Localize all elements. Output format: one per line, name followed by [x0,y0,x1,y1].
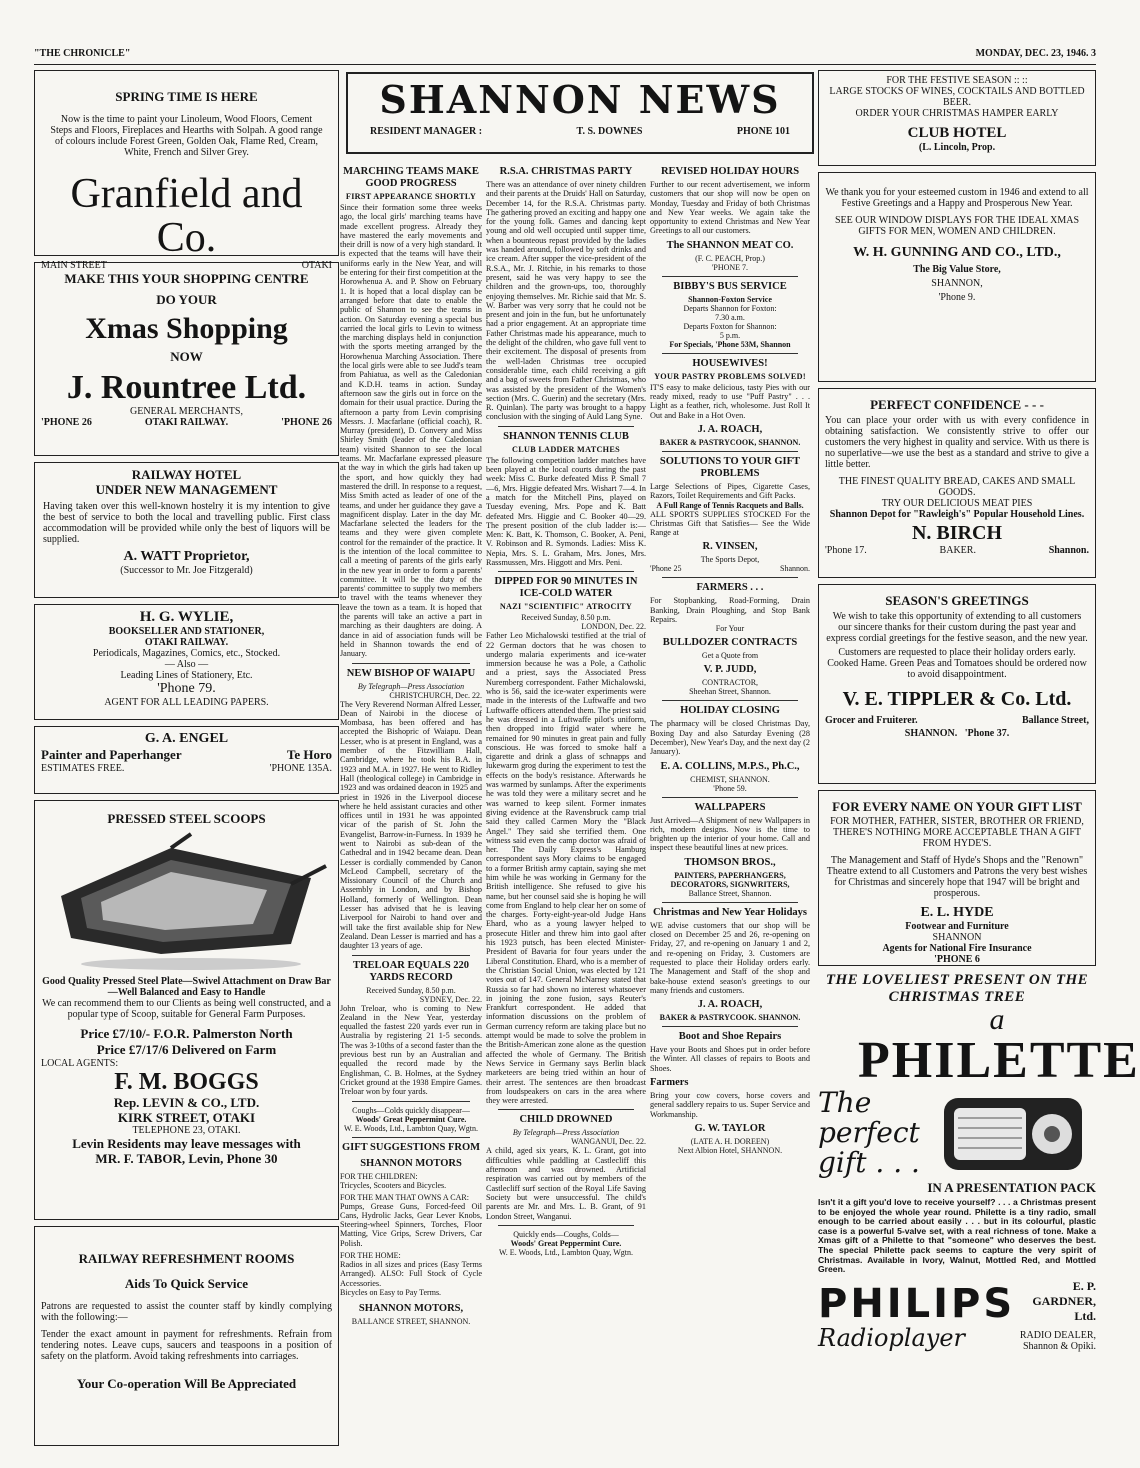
ad-name: J. Rountree Ltd. [66,369,307,406]
ad-body: For Stopbanking, Road-Forming, Drain Banking, Drain Ploughing, and Stop Bank Repairs. [650,596,810,625]
ad-line: Grocer and Fruiterer. [825,715,918,726]
ad-name: R. VINSEN, [702,541,758,553]
ad-phone: 'Phone 79. [157,681,216,696]
ad-line: THE FINEST QUALITY BREAD, CAKES AND SMALL GOODS. [838,476,1076,498]
ad-line: Shannon-Foxton Service [688,294,772,304]
ad-line: PAINTERS, PAPERHANGERS, DECORATORS, SIGNWRITERS, [670,870,790,889]
gift-section: FOR THE CHILDREN: [340,1171,418,1181]
ad-line: TELEPHONE 23, OTAKI. [132,1125,241,1136]
ad-price: Price £7/17/6 Delivered on Farm [96,1042,277,1057]
ad-town: Shannon. [1048,545,1089,556]
ad-heading: HOUSEWIVES! [692,357,768,369]
page-date: MONDAY, DEC. 23, 1946. 3 [975,48,1096,59]
article-heading: NEW BISHOP OF WAIAPU [346,667,476,679]
divider [662,276,798,277]
ad-heading: WALLPAPERS [694,801,766,813]
ad-phone: 'PHONE 135A. [269,763,332,774]
ad-line: Rep. LEVIN & CO., LTD. [113,1095,260,1110]
ad-body: Having taken over this well-known hostelry it is my intention to give the best of service to both the local and travelling public. First class accommodation will be provided while only the best of liquors will be supplied. [43,501,330,545]
ad-body: Now is the time to paint your Linoleum, Wood Floors, Cement Steps and Floors, Fireplaces and Hearths with Solpah. A good range of colours include Forest Green, Golden Oak, Flame Red, Cream, White, French and Silver Grey. [50,114,323,158]
column-4 [650,162,810,1462]
engel-ad [34,726,339,794]
divider [352,663,470,664]
newspaper-name: "THE CHRONICLE" [34,48,131,59]
ad-heading: FOR EVERY NAME ON YOUR GIFT LIST [832,799,1082,814]
ad-line: KIRK STREET, OTAKI [117,1110,256,1125]
ad-name: J. A. ROACH, [697,999,763,1011]
ad-name: N. BIRCH [911,522,1002,544]
woods-ad-line: Woods' Great Peppermint Cure. [510,1238,622,1248]
scoop-illustration [41,826,331,976]
ad-sub: YOUR PASTRY PROBLEMS SOLVED! [654,371,806,381]
ad-line: Painter and Paperhanger [41,747,182,762]
ad-tagline: The perfect gift . . . [818,1086,920,1179]
column-3 [486,162,646,1462]
divider [498,1109,634,1110]
ad-line: Departs Foxton for Shannon: [683,321,777,331]
ad-body: Patrons are requested to assist the counter staff by kindly complying with the following:— [41,1301,332,1323]
article-received: Received Sunday, 8.50 p.m. [521,613,611,623]
ad-sub: BAKER & PASTRYCOOK. SHANNON. [659,1013,801,1023]
ad-line: Sheehan Street, Shannon. [689,687,771,697]
article-heading: SHANNON TENNIS CLUB [503,430,629,442]
masthead-manager: T. S. DOWNES [576,126,643,137]
ad-line: BOOKSELLER AND STATIONER, [108,626,265,637]
radio-illustration [938,1088,1088,1178]
ad-body: Good Quality Pressed Steel Plate—Swivel Attachment on Draw Bar—Well Balanced and Easy to Handle [42,976,331,998]
ad-body: Bring your cow covers, horse covers and general saddlery repairs to us. Super Service and Workmanship. [650,1090,810,1119]
club-hotel-ad [818,70,1096,166]
ad-heading: BIBBY'S BUS SERVICE [673,280,787,292]
ad-line: Shannon & Opiki. [1022,1340,1096,1352]
ad-phone: 'PHONE 6 [934,954,980,965]
ad-phone: 'Phone 17. [825,545,867,556]
article-heading: GIFT SUGGESTIONS FROM [341,1141,481,1153]
gift-items: Radios in all sizes and prices (Easy Terms Arranged). ALSO: Full Stock of Cycle Accessories. [340,1260,482,1288]
ad-body: Tender the exact amount in payment for refreshments. Refrain from tendering notes. Leave cups, saucers and teaspoons in a position of safety on the platform. Avoid taking refreshments into carriages. [41,1329,332,1362]
ad-address: Ballance Street, Shannon. [688,888,772,898]
granfield-ad [34,70,339,271]
ad-title: UNDER NEW MANAGEMENT [95,482,278,497]
ad-line: — Also — [164,659,209,670]
divider [662,700,798,701]
article-body: John Treloar, who is coming to New Zealand in the New Year, yesterday equalled the fastest 220 yards ever run in Australia by registering 21 1-5 seconds. The was 3-10ths of a second faster than the previous best run by an Australian and equalled the record made by the Englishman, C. B. Holmes, at the Sydney Cricket ground at the 1938 Empire Games. Treloar won by four yards. [340,1003,482,1097]
ad-body: SEE OUR WINDOW DISPLAYS FOR THE IDEAL XMAS GIFTS FOR MEN, WOMEN AND CHILDREN. [835,215,1079,237]
ad-name: F. M. BOGGS [114,1069,259,1095]
radioplayer-logo: Radioplayer [818,1323,965,1352]
ad-phone: 'Phone 25 [650,564,682,574]
ad-body: We thank you for your esteemed custom in 1946 and extend to all Festive Greetings and a Happy and Prosperous New Year. [825,187,1089,209]
ad-line: Agents for National Fire Insurance [882,943,1032,954]
ad-title: RAILWAY HOTEL [131,467,242,482]
divider [352,955,470,956]
ad-line: MAKE THIS YOUR SHOPPING CENTRE [64,271,309,286]
ad-sub: (Successor to Mr. Joe Fitzgerald) [120,565,253,576]
ad-line: Periodicals, Magazines, Comics, etc., Stocked. [92,648,281,659]
article-heading: TRELOAR EQUALS 220 YARDS RECORD [352,959,470,983]
ad-line: Leading Lines of Stationery, Etc. [120,670,253,681]
article-heading: CHILD DROWNED [519,1114,613,1126]
ad-name: E. A. COLLINS, M.P.S., Ph.C., [660,760,800,772]
ad-body: The Management and Staff of Hyde's Shops and the "Renown" Theatre extend to all Customers and Patrons the very best wishes for Christmas and sincerely hope that 1947 will be bright and prosperous. [826,855,1088,899]
scoops-ad [34,800,339,1220]
ad-body: The pharmacy will be closed Christmas Day, Boxing Day and also Saturday Evening (28 December), New Year's Day, and the next day (2 January). [650,719,810,757]
ad-article: a [989,1003,1005,1036]
article-byline: By Telegraph—Press Association [357,681,465,691]
divider [662,577,798,578]
ad-name: G. W. TAYLOR [694,1122,766,1134]
ad-brand-name: PHILETTE [858,1032,1140,1089]
ad-body: Have your Boots and Shoes put in order before the Winter. All classes of repairs to Boots and Shoes. [650,1045,810,1073]
article-body: Father Leo Michalowski testified at the trial of 22 German doctors that he was chosen to undergo malaria experiments and ice-water immersion because he was a Pole, a Catholic and a priest, says the Associated Press Nuremberg correspondent. Father Michalowski, who is 56, said the ice-water experiments were made in the interests of the Luftwaffe and two Luftwaffe officers attended them. The priest said he was dressed in a Luftwaffe pilot's uniform, then dropped into frigid water where he remained for 90 minutes in great pain and fully conscious. He was forced to smoke half a cigarette and drink a glass of schnapps and lukewarm grog during the experiment to test the effects on the body's resistance. Afterwards he was warmed by sunlamps. After the experiments he was told they were a military secret and he was warned to keep silent. Former inmates giving evidence at the Ravensbruck camp trial said they called Carmen Mory the "Black Angel." They said she terrified them. One witness said even the camp doctor was afraid of her. The Daily Express's Hamburg correspondent says Mory claims to be engaged to a former British army captain, saying she met him while he was working in Germany for the British intelligence. She refused to give his name, but her counsel said she is hoping he will come from England to help clear her on some of the charges. Forty-eight-year-old Judge Hans Ehard, who as a young lawyer helped to prosecute Hitler and threw him into gaol after his 1923 putsch, has been elected Minister-President of Bavaria for four years under the Liberal Constitution. Ehard, who is a member of the Christian Social Union, was elected by 121 votes out of 147. General McNarney stated that Russia so far had shown no interest whatsoever in joining the zone fusion, says Reuter's Frankfurt correspondent. He added that information discussions on the problem of German currency reform are taking place but no attempt would be made to solve the problem in the British-American zone alone as the question affected the whole of Germany. The British News Service in Germany says Berlin black marketeers are being tried within an hour of their arrest. The sentences are then broadcast from loudspeakers on cars in the area where they were arrested. [486,631,646,1106]
ad-sub: The Sports Depot, [700,555,760,565]
article-body: There was an attendance of over ninety children and their parents at the Druids' Hall on Saturday, December 14, for the R.S.A. Christmas party. The gathering proved an exciting and happy one for the young folk. Games and dancing kept young and old well occupied until supper time, when a bounteous repast provided by the ladies was handed around, followed by soft drinks and ice cream. After supper the vice-president of the R.S.A., Mr. J. Ritchie, in his remarks to those present, said he was very happy to see the children and the grown-ups, too, thoroughly enjoying themselves. Mr. Richie said that Mr. S. W. Barber was very sorry that he could not be present and join in the fun, but he unfortunately had a prior engagement. At an appropriate time Father Christmas made his appearance, much to the delight of the children, who gave full vent to their excitement. The disposal of presents from the well-laden Christmas tree occupied considerable time, each child receiving a gift and a bag of sweets from Father Christmas, who was assisted by the president of the Women's section (Mrs. C. Guerin) and the secretary (Mrs. R. Quinlan). The party was brought to a happy conclusion with the singing of Auld Lang Syne. [486,180,646,422]
ad-line: 7.30 a.m. [715,312,745,322]
ad-name: E. L. HYDE [920,905,994,920]
ad-line: CHEMIST, SHANNON. [690,774,770,784]
ad-arc-text: THE LOVELIEST PRESENT ON THE CHRISTMAS TREE [825,972,1089,1005]
ad-dealer: E. P. GARDNER, Ltd. [1032,1278,1096,1323]
ad-line: Departs Shannon for Foxton: [683,303,777,313]
ad-town: OTAKI [301,260,332,271]
divider [352,1137,470,1138]
ad-body: Customers are requested to place their holiday orders early. Cooked Hame. Green Peas and Tomatoes should be ordered now to avoid disappointment. [827,647,1087,680]
ad-sub: FOR MOTHER, FATHER, SISTER, BROTHER OR FRIEND, THERE'S NOTHING MORE ACCEPTABLE THAN A GIFT FROM HYDE'S. [830,816,1084,849]
gift-section: FOR THE HOME: [340,1251,401,1261]
hyde-ad [818,790,1096,966]
ad-name: BULLDOZER CONTRACTS [662,637,798,649]
divider [662,902,798,903]
ad-phone: 'PHONE 26 [281,417,332,428]
divider [498,571,634,572]
ad-title: Your Co-operation Will Be Appreciated [76,1376,297,1391]
ad-line: Get a Quote from [701,651,759,661]
ad-line: OTAKI RAILWAY. [144,637,229,648]
ad-name: Granfield and Co. [70,171,303,261]
ad-title: RAILWAY REFRESHMENT ROOMS [78,1251,295,1266]
ad-line: 5 p.m. [719,330,741,340]
masthead [346,72,814,154]
ad-line: Levin Residents may leave messages with [72,1136,301,1151]
article-dateline: WANGANUI, Dec. 22. [571,1137,646,1147]
woods-ad-line: Quickly ends—Coughs, Colds— [513,1229,619,1239]
masthead-phone: PHONE 101 [736,126,790,137]
ad-heading: Christmas and New Year Holidays [652,906,807,918]
ad-line: SHANNON [932,932,982,943]
article-subheading: NAZI "SCIENTIFIC" ATROCITY [499,602,633,612]
ad-line: For Specials, 'Phone 53M, Shannon [669,339,791,349]
ad-phone: 'Phone 37. [964,728,1010,739]
ad-line: Footwear and Furniture [905,921,1009,932]
ad-line: LARGE STOCKS OF WINES, COCKTAILS AND BOTTLED BEER. [829,86,1085,108]
ad-body: Large Selections of Pipes, Cigarette Cases, Razors, Toilet Requirements and Gift Packs. [650,481,810,501]
ad-line: Shannon Depot for "Rawleigh's" Popular Household Lines. [829,509,1085,520]
divider [662,451,798,452]
ad-line: AGENT FOR ALL LEADING PAPERS. [104,697,269,708]
ad-headline: Xmas Shopping [85,312,288,345]
ad-heading: SOLUTIONS TO YOUR GIFT PROBLEMS [659,455,801,479]
ad-town: SHANNON. [904,728,958,739]
divider [662,797,798,798]
article-dateline: LONDON, Dec. 22. [581,622,646,632]
ad-sub: The Big Value Store, [913,264,1001,275]
ad-title: PRESSED STEEL SCOOPS [107,811,266,826]
masthead-left: RESIDENT MANAGER : [370,126,483,137]
ad-phone: 'Phone 9. [938,292,976,303]
divider [498,1225,634,1226]
wylie-ad [34,604,339,720]
gift-items: Tricycles, Scooters and Bicycles. [340,1180,447,1190]
article-heading: SHANNON MOTORS [360,1157,462,1169]
woods-ad-line: W. E. Woods, Ltd., Lambton Quay, Wgtn. [498,1247,633,1257]
ad-address: Ballance Street, [1021,715,1089,726]
ad-phone: 'PHONE 7. [711,262,749,272]
ad-body: A Full Range of Tennis Racquets and Balls. [656,500,804,510]
ad-line: DO YOUR [156,292,217,307]
ad-address: Next Albion Hotel, SHANNON. [677,1145,783,1155]
ad-sub: (F. C. PEACH, Prop.) [695,253,765,263]
ad-heading: Boot and Shoe Repairs [678,1031,782,1043]
ad-line: LOCAL AGENTS: [41,1058,119,1069]
ad-line: NOW [170,349,203,364]
ad-town: Te Horo [286,747,332,762]
column-2 [340,162,482,1462]
railway-hotel-ad [34,462,339,598]
ad-heading: REVISED HOLIDAY HOURS [660,166,800,177]
ad-heading: SEASON'S GREETINGS [885,593,1029,608]
ad-heading: FARMERS . . . [696,582,764,594]
article-heading: MARCHING TEAMS MAKE GOOD PROGRESS [343,166,479,189]
header-rule [34,64,1096,65]
birch-ad [818,388,1096,578]
ad-body: ALL SPORTS SUPPLIES STOCKED For the Christmas Gift that Satisfies— See the Wide Range at [650,509,810,538]
ad-body: WE advise customers that our shop will be closed on December 25 and 26, re-opening on Friday, 27, and re-opening on January 1 and 2, and re-opening on Friday, 3. Customers are requested to place their Holiday orders early. The Management and Staff of the shop and bake-house extend season's greetings to our many friends and customers. [650,920,810,995]
ad-sub: (L. Lincoln, Prop. [918,142,996,153]
ad-line: ORDER YOUR CHRISTMAS HAMPER EARLY [855,108,1059,119]
philette-ad [818,972,1140,1352]
woods-ad-line: Woods' Great Peppermint Cure. [355,1114,467,1124]
ad-name: V. P. JUDD, [703,664,757,676]
ad-name: The SHANNON MEAT CO. [666,239,794,251]
ad-town: Shannon. [780,564,810,574]
ad-line: For Your [715,624,745,634]
ad-title: SPRING TIME IS HERE [115,89,258,104]
ad-body: We can recommend them to our Clients as being well constructed, and a popular type of Scoop, suitable for General Farm Purposes. [42,998,331,1020]
gift-items: Pumps, Grease Guns, Forced-feed Oil Cans, Hydrolic Jacks, Gear Lever Knobs, Steering-wheel Spinners, Torches, Floor Matting, Vice Grips, Screw Drivers, Car Polish. [340,1201,482,1248]
ad-line: MR. F. TABOR, Levin, Phone 30 [95,1151,278,1166]
ad-line: FOR THE FESTIVE SEASON :: :: [886,75,1028,86]
ad-name: CLUB HOTEL [907,125,1007,141]
ad-body: Just Arrived—A Shipment of new Wallpapers in rich, modern designs. Now is the time to brighten up the interior of your home. Call and inspect these beautiful lines at new prices. [650,815,810,853]
article-dateline: SYDNEY, Dec. 22. [419,994,482,1004]
article-body: The following competition ladder matches have been played at the local courts during the past week: Miss C. Burke defeated Miss P. Small 7—6, Mrs. Higgie defeated Mrs. Wishart 7—4. In a match for the Mitchell Pins, played on Tuesday evening, Mrs. Pope and K. Batt defeated Mrs. Higgie and C. Booker 40—29. The present position of the club ladder is:—Men: K. Batt, K. Thomson, C. Booker, A. Peni, V. Robinson and R. Symonds. Ladies: Miss K. Nepia, Mrs. S. L. Graham, Mrs. Jones, Mrs. Rassmussen, Mrs. Higgott and Mrs. Peni. [486,455,646,567]
ad-sub: (LATE A. H. DOREEN) [690,1136,770,1146]
ad-phone: 'Phone 59. [713,783,747,793]
ad-body: Isn't it a gift you'd love to receive yourself? . . . a Christmas present to be enjoyed the whole year round. Philette is a tiny radio, small enough to be carried about easily . . . but in its colourful, plastic case is a powerful 5-valve set, with a real richness of tone. Make a Xmas gift of a Philette to that "someone" who deserves the best. The special Philette pack seems to capture the very spirit of Christmas. Available in Ivory, Walnut, Mottled Red, and Mottled Green. [818,1197,1096,1275]
ad-name: A. WATT Proprietor, [123,549,250,564]
ad-phone: 'PHONE 26 [41,417,92,428]
article-body: A child, aged six years, K. L. Grant, got into difficulties while paddling at Castlecliff this afternoon and was drowned. Artificial respiration was carried out by members of the Castlecliff surf section of the Royal Life Saving Society but were unsuccessful. The child's parents are Mr. and Mrs. L. B. Grant, of 91 London Street, Wanganui. [486,1146,646,1221]
gunning-ad [818,172,1096,382]
ad-heading: PERFECT CONFIDENCE - - - [870,397,1044,412]
ad-line: TRY OUR DELICIOUS MEAT PIES [881,498,1033,509]
ad-line: BAKER. [939,545,976,556]
ad-town: OTAKI RAILWAY. [144,417,229,428]
column-1 [34,70,339,1452]
ad-sub: GENERAL MERCHANTS, [130,406,243,417]
ad-body: IT'S easy to make delicious, tasty Pies with our ready mixed, ready to use "Puff Pastry" . . . Light as a feather, rich, wholesome. Just Roll It Out and Bake in a Hot Oven. [650,382,810,420]
masthead-title: SHANNON NEWS [379,77,781,122]
philips-logo: PHILIPS [818,1280,1016,1327]
article-body: The Very Reverend Norman Alfred Lesser, Dean of Nairobi in the diocese of Mombasa, has been offered and has accepted the Bishopric of Waiapu. Dean Lesser, who is at present in England, was a member of the Fitzwilliam Hall, Cambridge, where he took his B.A. in 1923 and M.A. in 1927. He went to Ridley Hall (theological college) in Cambridge in 1923 and was ordained deacon in 1925 and priest in 1926 in the Liverpool diocese where he held assistant curacies and other offices until in 1931 he was appointed vicar of the parish of St. John the Evangelist, Barrow-in-Furness. In 1939 he went to Nairobi as sub-dean of the Cathedral and in 1942 became dean. Dean Lesser is cordially commended by Canon McLeod Campbell, secretary of the Missionary Council of the Church and Assembly in London, and by Bishop Holland, formerly of Wellington. Dean Lesser has advised that he is leaving Liverpool for Nairobi to hand over and will take the first available ship for New Zealand. Dean Lesser is married and has a daughter 13 years of age. [340,699,482,951]
article-body: Since their formation some three weeks ago, the local girls' marching teams have made excellent progress. Already they have mastered the early movements and their drill is now of a very high standard. It is expected that the teams will have their uniforms early in the New Year, and will be entering for their first competition at the Horowhenua A. and P. Show on February 1. It is hoped that a local display can be arranged before that date to enable the public of Shannon to see the teams in action. On Saturday evening a special bus carried the local girls to Levin to witness the marching displays held in conjunction with the sports meeting arranged by the Horowhenua Marching Association. There the local girls were able to see Judd's team from Pahiatua, as well as the Caledonian and K.D.H. teams in action. Sunday afternoon saw the girls out in force on the domain for their usual practice. During the afternoon a party from Levin comprising Messrs. J. Macfarlane (official coach), R. Murray (president), D. Convery and Miss Shirley Smith (leader of the Caledonian team) visited Shannon to see the local teams. Mr. Macfarlane expressed pleasure at the way in which the girls had taken up the sport, and how quickly they had mastered the drill. In response to a request, Miss Smith acted as leader of one of the teams, and under her guidance they gave a magnificent display. Later in the day Mr. Macfarlane selected the leaders for the teams and they were given complete control for the remainder of the practice. It is the intention of the local committee to call a meeting of parents of the girls early in the new year in order to form a parents' committee. It will be the duty of the parents' committee to supply two members to travel with the teams whenever they leave the town as a team. It is hoped that the parents will take an active a part in marching as their daughters are doing. A dance in aid of association funds will be held in Shannon towards the end of January. [340,203,482,659]
divider [662,353,798,354]
article-heading: R.S.A. CHRISTMAS PARTY [499,166,633,177]
ad-name: THOMSON BROS., [684,856,776,868]
divider [498,426,634,427]
ad-name: V. E. TIPPLER & Co. Ltd. [842,688,1072,710]
ad-name: W. H. GUNNING AND CO., LTD., [853,245,1061,260]
ad-town: SHANNON, [931,278,983,289]
page-header [34,48,1096,62]
ad-name: H. G. WYLIE, [139,609,234,625]
ad-name: G. A. ENGEL [144,731,229,746]
ad-line: CONTRACTOR, [701,678,759,688]
ad-price: Price £7/10/- F.O.R. Palmerston North [80,1026,293,1041]
column-5 [818,70,1140,1352]
ad-name: SHANNON MOTORS, [358,1302,464,1314]
divider [662,1026,798,1027]
woods-ad-line: Coughs—Colds quickly disappear— [352,1105,470,1115]
article-dateline: CHRISTCHURCH, Dec. 22. [389,690,482,700]
ad-address: BALLANCE STREET, SHANNON. [351,1316,471,1326]
ad-pack: IN A PRESENTATION PACK [927,1180,1096,1195]
ad-heading: Farmers [650,1076,689,1088]
ad-body: We wish to take this opportunity of extending to all customers our sincere thanks for their custom during the past year and express cordial greetings for the festive season, and the new year. [826,611,1088,644]
ad-address: MAIN STREET [41,260,107,271]
refreshment-ad [34,1226,339,1446]
ad-heading: HOLIDAY CLOSING [680,705,780,717]
ad-sub: BAKER & PASTRYCOOK, SHANNON. [659,437,801,447]
ad-body: You can place your order with us with every confidence in obtaining satisfaction. We consistently strive to offer our customers the very highest in quality and service. With us there is no superlative—we use the best as a standard and strive to give a little better. [825,415,1089,470]
article-heading: DIPPED FOR 90 MINUTES IN ICE-COLD WATER [494,576,638,600]
tippler-ad [818,584,1096,784]
article-subheading: CLUB LADDER MATCHES [512,444,620,454]
divider [352,1101,470,1102]
ad-line: ESTIMATES FREE. [41,763,125,774]
ad-line: RADIO DEALER, [1019,1329,1096,1341]
woods-ad-line: W. E. Woods, Ltd., Lambton Quay, Wgtn. [343,1123,478,1133]
gift-items: Bicycles on Easy to Pay Terms. [340,1287,442,1297]
article-subheading: FIRST APPEARANCE SHORTLY [345,192,477,201]
ad-name: J. A. ROACH, [697,423,763,435]
ad-body: Further to our recent advertisement, we inform customers that our shop will now be open on Monday, Tuesday and Friday of both Christmas and New Year weeks. We again take the opportunity to extend Christmas and New Year Greetings to all our customers. [650,180,810,236]
article-byline: By Telegraph—Press Association [512,1128,620,1138]
ad-title: Aids To Quick Service [124,1276,249,1291]
rountree-ad [34,262,339,456]
gift-section: FOR THE MAN THAT OWNS A CAR: [340,1192,469,1202]
article-received: Received Sunday, 8.50 p.m. [366,985,456,995]
